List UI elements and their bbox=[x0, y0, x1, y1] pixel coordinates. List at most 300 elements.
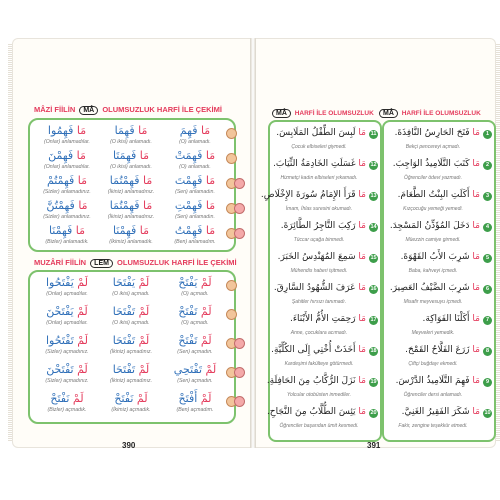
sentence-row bbox=[266, 405, 380, 431]
arabic-verb bbox=[36, 305, 98, 318]
arabic-verb bbox=[36, 276, 98, 289]
conjugation-cell bbox=[36, 124, 98, 145]
negation-particle: مَا bbox=[205, 149, 216, 162]
sentence-row bbox=[384, 405, 494, 431]
sentence-translation: Çiftçi buğdayı ekmedi. bbox=[408, 361, 458, 367]
sentences-box-left bbox=[260, 120, 382, 442]
conjugation-box-lem bbox=[28, 270, 236, 424]
negation-particle: لَمْ bbox=[138, 363, 150, 376]
conjugation-cell bbox=[100, 392, 162, 413]
conjugation-cell bbox=[100, 363, 162, 384]
sentences-box-right bbox=[382, 120, 496, 442]
sentence-text: قَرَأَ الإِمَامُ سُورَةَ الإِخْلَاصِ. bbox=[260, 190, 356, 200]
conjugation-cell bbox=[100, 305, 162, 326]
negation-particle: لَمْ bbox=[200, 305, 212, 318]
conjugation-cell bbox=[100, 224, 162, 245]
sentence-row bbox=[270, 312, 380, 338]
page-number-right: 391 bbox=[367, 441, 381, 450]
sentence-text: فَهِمَ التَّلَامِيذُ الدَّرْسَ. bbox=[395, 376, 470, 386]
open-book bbox=[12, 38, 496, 448]
sentence-row bbox=[270, 281, 380, 307]
negation-particle: لَمْ bbox=[136, 392, 148, 405]
translation: (İkiniz) açmadınız. bbox=[109, 378, 153, 384]
sentence-number: 16 bbox=[370, 286, 377, 292]
translation: (Onlar) anlamadılar. bbox=[44, 164, 90, 170]
section2-title-pre: MUZÂRİ FİİLİN bbox=[34, 258, 87, 267]
sentence-number: 15 bbox=[370, 255, 377, 261]
sentence-row bbox=[384, 126, 494, 152]
negation-particle: مَا bbox=[358, 314, 366, 324]
translation: (İkiniz) açmadınız. bbox=[109, 349, 153, 355]
arabic-verb bbox=[164, 174, 226, 187]
sentence-number: 5 bbox=[483, 254, 492, 263]
right-col-right-title bbox=[377, 109, 481, 118]
negation-particle: مَا bbox=[472, 190, 480, 200]
negation-particle: مَا bbox=[358, 345, 366, 355]
negation-particle: مَا bbox=[75, 224, 86, 237]
negation-particle: مَا bbox=[142, 199, 153, 212]
arabic-verb bbox=[100, 276, 162, 289]
arabic-verb bbox=[36, 363, 98, 376]
translation: (Sen) anlamadın. bbox=[175, 214, 215, 220]
conjugation-cell bbox=[100, 174, 162, 195]
negation-particle: مَا bbox=[358, 407, 366, 417]
negation-particle: لَمْ bbox=[200, 392, 212, 405]
sentence-row bbox=[384, 374, 494, 400]
sentence-text: كَتَبَ التَّلَامِيذُ الوَاجِبَ. bbox=[392, 159, 470, 169]
translation: (O) anlamadı. bbox=[179, 164, 211, 170]
sentence-translation: Tüccar uçağa binmedi. bbox=[293, 237, 345, 243]
sentence-translation: Öğrenciler başarıdan ümit kesmedi. bbox=[279, 423, 359, 429]
negation-particle: مَا bbox=[200, 124, 211, 137]
arabic-sentence bbox=[273, 159, 366, 169]
negation-particle: مَا bbox=[472, 314, 480, 324]
person-face-icon bbox=[234, 338, 245, 349]
verb-form: فَهِمْنَا bbox=[48, 224, 73, 237]
sentence-number: 20 bbox=[370, 410, 377, 416]
arabic-verb bbox=[164, 149, 226, 162]
sentence-row bbox=[384, 281, 494, 307]
negation-particle: مَا bbox=[76, 149, 86, 162]
person-face-icon bbox=[226, 280, 237, 291]
conjugation-cell bbox=[36, 199, 98, 220]
arabic-verb bbox=[164, 363, 226, 376]
sentence-translation: Çocuk elbiseleri giymedi. bbox=[291, 144, 347, 150]
arabic-sentence bbox=[393, 159, 480, 169]
translation: (İkiniz) anlamadınız. bbox=[107, 214, 155, 220]
negation-particle: مَا bbox=[358, 159, 366, 169]
conjugation-cell bbox=[36, 174, 98, 195]
negation-particle: مَا bbox=[358, 376, 366, 386]
sentence-translation: Kardeşimi fakülteye götürmedi. bbox=[284, 361, 354, 367]
arabic-sentence bbox=[396, 376, 480, 386]
sentence-text: شَكَرَ الفَقِيرُ الغَنِيَّ. bbox=[401, 407, 470, 417]
negation-particle: لَمْ bbox=[200, 334, 212, 347]
verb-form: تَفْتَحْنَ bbox=[46, 363, 74, 376]
conjugation-cell bbox=[36, 392, 98, 413]
arabic-verb bbox=[164, 392, 226, 405]
verb-form: أَفْتَحْ bbox=[178, 392, 198, 405]
conjugation-cell bbox=[36, 149, 98, 170]
verb-form: تَفْتَحِي bbox=[173, 363, 203, 376]
verb-form: فَهِمَا bbox=[114, 124, 135, 137]
left-page-edge bbox=[8, 44, 12, 442]
negation-particle: مَا bbox=[77, 174, 88, 187]
conjugation-cell bbox=[100, 124, 162, 145]
sentence-translation: Öğrenciler ödevi yazmadı. bbox=[403, 175, 463, 181]
conjugation-cell bbox=[36, 305, 98, 326]
sentence-row bbox=[270, 157, 380, 183]
sentence-translation: Fakir, zengine teşekkür etmedi. bbox=[398, 423, 468, 429]
sentence-row bbox=[270, 343, 380, 369]
sentence-number: 2 bbox=[483, 161, 492, 170]
negation-particle: لَمْ bbox=[77, 334, 88, 347]
arabic-verb bbox=[100, 392, 162, 405]
negation-particle: مَا bbox=[472, 159, 480, 169]
arabic-sentence bbox=[290, 314, 366, 324]
sentence-number: 19 bbox=[370, 379, 377, 385]
arabic-sentence bbox=[398, 190, 480, 200]
conjugation-cell bbox=[164, 334, 226, 355]
verb-form: يَفْتَحَا bbox=[112, 276, 136, 289]
sentence-row bbox=[384, 250, 494, 276]
sentence-text: فَتَحَ الحَارِسُ النَّافِذَةَ. bbox=[394, 128, 470, 138]
section2-title bbox=[34, 258, 237, 268]
conjugation-cell bbox=[164, 149, 226, 170]
sentence-text: رَكِبَ التَّاجِرُ الطَّائِرَةَ. bbox=[280, 221, 356, 231]
sentence-translation: Baba, kahveyi içmedi. bbox=[408, 268, 458, 274]
sentence-text: لَبِسَ الطِّفْلُ المَلَابِسَ. bbox=[276, 128, 356, 138]
sentence-text: غَسَلَتِ الخَادِمَةُ الثِّيَابَ. bbox=[273, 159, 356, 169]
translation: (Sen) açmadın. bbox=[177, 349, 213, 355]
sentence-row bbox=[384, 312, 494, 338]
verb-form: فَهِمْتُمَا bbox=[109, 174, 140, 187]
arabic-sentence bbox=[274, 283, 366, 293]
sentence-translation: Yolcular otobüsten inmediler. bbox=[286, 392, 352, 398]
page-number-left: 390 bbox=[122, 441, 136, 450]
sentence-number: 11 bbox=[370, 131, 377, 137]
verb-form: نَفْتَحْ bbox=[50, 392, 70, 405]
translation: (Sizler) anlamadınız. bbox=[43, 189, 91, 195]
arabic-verb bbox=[36, 149, 98, 162]
sentence-number: 1 bbox=[483, 130, 492, 139]
sentence-text: أَخَذَتْ أُخْتِي إِلَى الكُلِّيَّةِ. bbox=[271, 345, 356, 355]
negation-particle: لَمْ bbox=[200, 276, 212, 289]
sentence-translation: Meyveleri yemedik. bbox=[411, 330, 455, 336]
arabic-sentence bbox=[261, 190, 366, 200]
verb-form: فَهِمْنَ bbox=[48, 149, 74, 162]
translation: (O ikisi) anlamadı. bbox=[110, 164, 152, 170]
verb-form: فَهِمْتُنَّ bbox=[46, 199, 75, 212]
sentence-row bbox=[270, 126, 380, 152]
arabic-verb bbox=[100, 149, 162, 162]
arabic-verb bbox=[36, 224, 98, 237]
conjugation-cell bbox=[164, 305, 226, 326]
conjugation-cell bbox=[164, 392, 226, 413]
conjugation-cell bbox=[164, 276, 226, 297]
verb-form: فَهِمْتُمْ bbox=[46, 174, 75, 187]
translation: (Onlar) açmadılar. bbox=[46, 291, 88, 297]
sentence-text: زَرَعَ الفَلَّاحُ القَمْحَ. bbox=[405, 345, 470, 355]
arabic-verb bbox=[164, 224, 226, 237]
section1-title-post: OLUMSUZLUK HARFİ İLE ÇEKİMİ bbox=[102, 105, 222, 114]
person-face-icon bbox=[234, 367, 245, 378]
arabic-sentence bbox=[267, 407, 366, 417]
sentence-translation: Anne, çocuklara acımadı. bbox=[290, 330, 348, 336]
negation-particle: مَا bbox=[472, 345, 480, 355]
right-col-left-title bbox=[270, 109, 374, 118]
arabic-sentence bbox=[267, 376, 366, 386]
arabic-verb bbox=[100, 199, 162, 212]
arabic-verb bbox=[100, 174, 162, 187]
section2-title-post: OLUMSUZLUK HARFİ İLE ÇEKİMİ bbox=[117, 258, 237, 267]
translation: (İkimiz) açmadık. bbox=[111, 407, 151, 413]
arabic-verb bbox=[36, 392, 98, 405]
arabic-sentence bbox=[390, 221, 480, 231]
person-face-icon bbox=[234, 396, 245, 407]
arabic-verb bbox=[36, 174, 98, 187]
section1-title bbox=[34, 105, 222, 115]
negation-particle: مَا bbox=[472, 128, 480, 138]
translation: (O) anlamadı. bbox=[179, 139, 211, 145]
arabic-sentence bbox=[390, 283, 480, 293]
arabic-verb bbox=[36, 124, 98, 137]
conjugation-cell bbox=[164, 124, 226, 145]
translation: (O ikisi) açmadı. bbox=[112, 291, 150, 297]
right-col-right-pill: MÂ bbox=[379, 109, 398, 118]
right-col-right-title-text: HARFİ İLE OLUMSUZLUK bbox=[401, 110, 481, 117]
conjugation-cell bbox=[36, 363, 98, 384]
negation-particle: مَا bbox=[139, 224, 150, 237]
sentence-row bbox=[384, 157, 494, 183]
sentence-number: 17 bbox=[370, 317, 377, 323]
arabic-sentence bbox=[281, 221, 366, 231]
translation: (Sen) anlamadın. bbox=[175, 189, 215, 195]
section2-pill: LEM bbox=[90, 259, 113, 268]
negation-particle: مَا bbox=[358, 252, 366, 262]
negation-particle: مَا bbox=[472, 252, 480, 262]
sentence-translation: Kızçocuğu yemeği yemedi. bbox=[403, 206, 463, 212]
right-col-left-pill: MÂ bbox=[272, 109, 291, 118]
negation-particle: مَا bbox=[358, 283, 366, 293]
conjugation-cell bbox=[164, 224, 226, 245]
verb-form: فَهِمْنَا bbox=[112, 224, 137, 237]
arabic-sentence bbox=[278, 252, 366, 262]
negation-particle: لَمْ bbox=[138, 334, 150, 347]
sentence-translation: Misafir meyvesuyu içmedi. bbox=[403, 299, 463, 305]
negation-particle: مَا bbox=[358, 221, 366, 231]
negation-particle: مَا bbox=[205, 174, 216, 187]
sentence-row bbox=[270, 219, 380, 245]
arabic-sentence bbox=[402, 407, 480, 417]
negation-particle: مَا bbox=[78, 199, 88, 212]
sentence-translation: Müezzin camiye girmedi. bbox=[405, 237, 461, 243]
negation-particle: مَا bbox=[142, 174, 153, 187]
sentence-text: عَرَفَ الشُّهُودُ السَّارِقَ. bbox=[273, 283, 356, 293]
verb-form: نَفْتَحْ bbox=[114, 392, 134, 405]
sentence-translation: Şahitler hırsızı tanımadı. bbox=[291, 299, 347, 305]
sentence-text: نَزَلَ الرُّكَّابُ مِنَ الحَافِلَةِ. bbox=[266, 376, 356, 386]
conjugation-cell bbox=[164, 174, 226, 195]
conjugation-cell bbox=[36, 224, 98, 245]
arabic-sentence bbox=[405, 345, 480, 355]
arabic-verb bbox=[100, 363, 162, 376]
arabic-verb bbox=[164, 276, 226, 289]
sentence-row bbox=[384, 188, 494, 214]
arabic-verb bbox=[164, 124, 226, 137]
translation: (Sizler) açmadınız. bbox=[45, 349, 89, 355]
right-page-edge bbox=[496, 44, 500, 442]
person-face-icon bbox=[226, 128, 237, 139]
translation: (Sizler) açmadınız. bbox=[45, 378, 89, 384]
arabic-verb bbox=[36, 199, 98, 212]
negation-particle: لَمْ bbox=[138, 305, 150, 318]
negation-particle: مَا bbox=[472, 283, 480, 293]
arabic-sentence bbox=[423, 314, 480, 324]
sentence-row bbox=[384, 343, 494, 369]
negation-particle: مَا bbox=[472, 376, 480, 386]
negation-particle: مَا bbox=[472, 407, 480, 417]
negation-particle: مَا bbox=[76, 124, 87, 137]
person-face-icon bbox=[234, 178, 245, 189]
sentence-row bbox=[384, 219, 494, 245]
conjugation-cell bbox=[164, 199, 226, 220]
sentence-text: رَحِمَتِ الأُمُّ الأَبْنَاءَ. bbox=[289, 314, 356, 324]
translation: (Onlar) açmadılar. bbox=[46, 320, 88, 326]
conjugation-cell bbox=[36, 276, 98, 297]
sentence-number: 6 bbox=[483, 285, 492, 294]
sentence-translation: Mühendis haberi işitmedi. bbox=[290, 268, 348, 274]
sentence-number: 12 bbox=[370, 162, 377, 168]
arabic-verb bbox=[100, 224, 162, 237]
verb-form: فَهِمَتْ bbox=[174, 149, 203, 162]
arabic-sentence bbox=[276, 128, 366, 138]
sentence-number: 7 bbox=[483, 316, 492, 325]
sentence-number: 8 bbox=[483, 347, 492, 356]
translation: (O) açmadı. bbox=[181, 320, 209, 326]
negation-particle: مَا bbox=[358, 190, 366, 200]
conjugation-cell bbox=[100, 199, 162, 220]
sentence-number: 10 bbox=[484, 410, 491, 416]
negation-particle: مَا bbox=[358, 128, 366, 138]
verb-form: تَفْتَحَا bbox=[112, 334, 136, 347]
negation-particle: لَمْ bbox=[77, 363, 88, 376]
sentence-row bbox=[260, 188, 380, 214]
conjugation-cell bbox=[100, 334, 162, 355]
person-face-icon bbox=[234, 228, 245, 239]
sentence-number: 18 bbox=[370, 348, 377, 354]
arabic-verb bbox=[164, 305, 226, 318]
person-face-icon bbox=[234, 203, 245, 214]
translation: (Sen) açmadın. bbox=[177, 378, 213, 384]
negation-particle: مَا bbox=[139, 149, 150, 162]
negation-particle: مَا bbox=[205, 224, 216, 237]
verb-form: فَهِمَتَا bbox=[112, 149, 137, 162]
translation: (Bizler) açmadık. bbox=[47, 407, 87, 413]
sentence-row bbox=[270, 250, 380, 276]
arabic-verb bbox=[164, 199, 226, 212]
verb-form: تَفْتَحُوا bbox=[46, 334, 74, 347]
verb-form: تَفْتَحْ bbox=[178, 334, 198, 347]
section1-title-pre: MÂZİ FİİLİN bbox=[34, 105, 76, 114]
sentence-text: سَمِعَ المُهَنْدِسُ الخَبَرَ. bbox=[277, 252, 356, 262]
negation-particle: لَمْ bbox=[77, 305, 88, 318]
verb-form: يَفْتَحْ bbox=[178, 276, 198, 289]
translation: (Sizler) anlamadınız. bbox=[43, 214, 91, 220]
sentence-text: شَرِبَ الأَبُ القَهْوَةَ. bbox=[400, 252, 470, 262]
sentence-translation: Öğrenciler dersi anlamadı. bbox=[403, 392, 463, 398]
arabic-sentence bbox=[395, 128, 480, 138]
book-spine bbox=[250, 38, 256, 448]
sentence-text: أَكَلْنَا الفَوَاكِهَ. bbox=[422, 314, 470, 324]
conjugation-cell bbox=[36, 334, 98, 355]
translation: (Ben) açmadım. bbox=[176, 407, 214, 413]
translation: (Bizler) anlamadık. bbox=[45, 239, 89, 245]
arabic-sentence bbox=[271, 345, 366, 355]
verb-form: يَفْتَحُوا bbox=[46, 276, 74, 289]
translation: (O ikisi) açmadı. bbox=[112, 320, 150, 326]
sentence-translation: Bekçi pencereyi açmadı. bbox=[405, 144, 461, 150]
sentence-text: أَكَلَتِ البِنْتُ الطَّعَامَ. bbox=[397, 190, 470, 200]
verb-form: فَهِمْتُمَا bbox=[109, 199, 140, 212]
sentence-number: 4 bbox=[483, 223, 492, 232]
sentence-text: شَرِبَ الضَّيْفُ العَصِيرَ. bbox=[389, 283, 470, 293]
sentence-text: يَئِسَ الطُّلَّابُ مِنَ النَّجَاحِ. bbox=[266, 407, 356, 417]
sentence-text: دَخَلَ المُؤَذِّنُ المَسْجِدَ. bbox=[389, 221, 470, 231]
arabic-verb bbox=[100, 305, 162, 318]
negation-particle: لَمْ bbox=[77, 276, 88, 289]
verb-form: فَهِمْتِ bbox=[174, 199, 203, 212]
sentence-number: 9 bbox=[483, 378, 492, 387]
person-face-icon bbox=[226, 309, 237, 320]
arabic-verb bbox=[100, 334, 162, 347]
conjugation-cell bbox=[100, 276, 162, 297]
negation-particle: مَا bbox=[205, 199, 216, 212]
translation: (İkiniz) anlamadınız. bbox=[107, 189, 155, 195]
negation-particle: لَمْ bbox=[205, 363, 217, 376]
verb-form: يَفْتَحْنَ bbox=[46, 305, 74, 318]
arabic-sentence bbox=[401, 252, 480, 262]
negation-particle: مَا bbox=[138, 124, 148, 137]
verb-form: تَفْتَحَا bbox=[112, 305, 136, 318]
arabic-verb bbox=[164, 334, 226, 347]
verb-form: تَفْتَحَا bbox=[112, 363, 136, 376]
arabic-verb bbox=[100, 124, 162, 137]
verb-form: فَهِمْتُ bbox=[174, 224, 203, 237]
sentence-number: 3 bbox=[483, 192, 492, 201]
translation: (O) açmadı. bbox=[181, 291, 209, 297]
translation: (İkimiz) anlamadık. bbox=[109, 239, 153, 245]
negation-particle: لَمْ bbox=[138, 276, 150, 289]
conjugation-cell bbox=[164, 363, 226, 384]
verb-form: فَهِمْتَ bbox=[174, 174, 203, 187]
arabic-verb bbox=[36, 334, 98, 347]
sentence-row bbox=[266, 374, 380, 400]
person-face-icon bbox=[226, 153, 237, 164]
negation-particle: مَا bbox=[472, 221, 480, 231]
sentence-translation: Hizmetçi kadın elbiseleri yıkamadı. bbox=[280, 175, 358, 181]
translation: (Onlar) anlamadılar. bbox=[44, 139, 90, 145]
verb-form: تَفْتَحْ bbox=[178, 305, 198, 318]
conjugation-cell bbox=[100, 149, 162, 170]
negation-particle: لَمْ bbox=[72, 392, 84, 405]
sentence-translation: İmam, İhlas suresini okumadı. bbox=[285, 206, 353, 212]
translation: (O ikisi) anlamadı. bbox=[110, 139, 152, 145]
verb-form: فَهِمُوا bbox=[47, 124, 74, 137]
sentence-number: 14 bbox=[370, 224, 377, 230]
conjugation-box-ma bbox=[28, 118, 236, 252]
translation: (Ben) anlamadım. bbox=[174, 239, 216, 245]
